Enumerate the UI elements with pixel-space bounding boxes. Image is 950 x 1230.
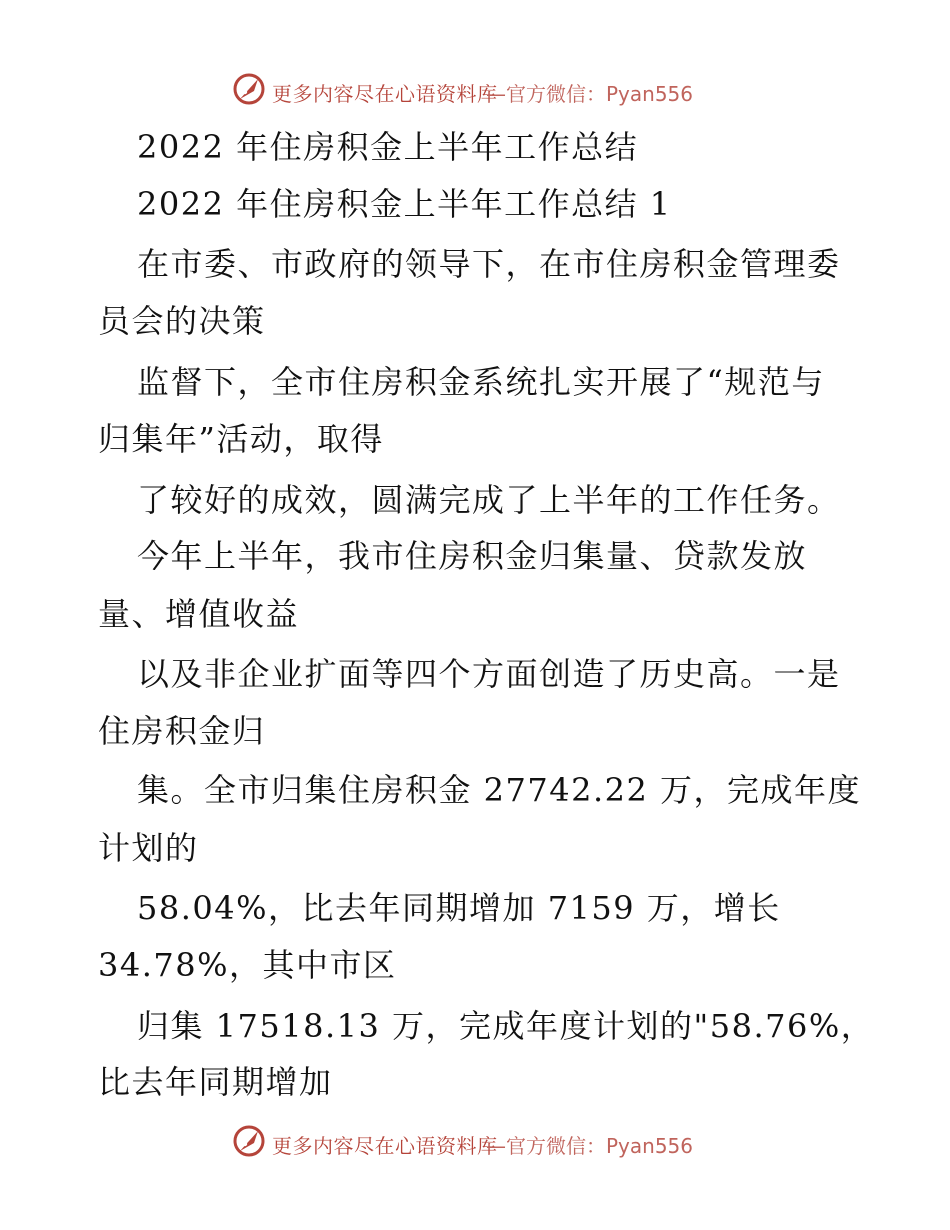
quill-logo-icon (232, 72, 266, 106)
text-line: 在市委、市政府的领导下，在市住房积金管理委 (137, 245, 841, 283)
text-line: 34.78%，其中市区 (98, 946, 397, 984)
text-line: 归集 17518.13 万，完成年度计划的"58.76%， (137, 1007, 875, 1045)
watermark-text: 更多内容尽在心语资料库 (272, 82, 498, 106)
text-line: 归集年”活动，取得 (98, 420, 384, 458)
text-line: 住房积金归 (98, 712, 266, 750)
text-line: 监督下，全市住房积金系统扎实开展了“规范与 (137, 363, 825, 401)
header-watermark (0, 70, 950, 110)
quill-logo-icon (232, 1124, 266, 1158)
watermark-contact: —官方微信：Pyan556 (486, 82, 694, 106)
section-heading: 2022 年住房积金上半年工作总结 1 (137, 185, 672, 223)
document-title: 2022 年住房积金上半年工作总结 (137, 128, 639, 166)
text-line: 58.04%，比去年同期增加 7159 万，增长 (137, 889, 781, 927)
footer-watermark (0, 1122, 950, 1162)
text-line: 今年上半年，我市住房积金归集量、贷款发放 (137, 537, 808, 575)
text-line: 量、增值收益 (98, 595, 300, 633)
text-line: 员会的决策 (98, 302, 266, 340)
watermark-text: 更多内容尽在心语资料库 (272, 1134, 498, 1158)
watermark-contact: —官方微信：Pyan556 (486, 1134, 694, 1158)
text-line: 了较好的成效，圆满完成了上半年的工作任务。 (137, 481, 841, 519)
text-line: 比去年同期增加 (98, 1063, 333, 1101)
text-line: 集。全市归集住房积金 27742.22 万，完成年度 (137, 771, 862, 809)
text-line: 计划的 (98, 829, 199, 867)
text-line: 以及非企业扩面等四个方面创造了历史高。一是 (137, 655, 841, 693)
